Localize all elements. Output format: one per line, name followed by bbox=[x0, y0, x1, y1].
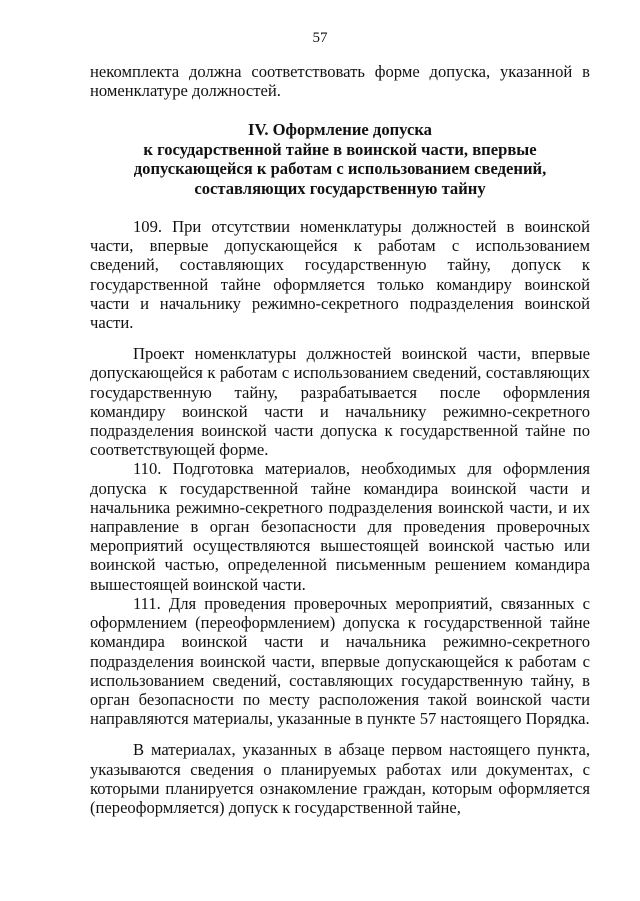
paragraph-111-materials: В материалах, указанных в абзаце первом настоящего пункта, указываются сведения о планируемых работах или документах, с которыми планируется ознакомление граждан, которым оформляется (переоформляется) допуск к государственной тайне, bbox=[90, 740, 590, 817]
section-heading bbox=[90, 120, 590, 198]
paragraph-110: 110. Подготовка материалов, необходимых для оформления допуска к государственной тайне командира воинской части и начальника режимно-секретного подразделения воинской части, и их направление в орган безопасности для проведения проверочных мероприятий осуществляются вышестоящей воинской частью или воинской частью, определенной письменным решением командира вышестоящей воинской части. bbox=[90, 459, 590, 594]
document-body bbox=[90, 62, 590, 817]
page-number: 57 bbox=[312, 30, 328, 46]
paragraph-111: 111. Для проведения проверочных мероприятий, связанных с оформлением (переоформлением) допуска к государственной тайне командира воинской части и начальника режимно-секретного подразделения воинской части, впервые допускающейся к работам с использованием сведений, составляющих государственную тайну, в орган безопасности по месту расположения такой воинской части направляются материалы, указанные в пункте 57 настоящего Порядка. bbox=[90, 593, 590, 729]
continuation-paragraph: некомплекта должна соответствовать форме допуска, указанной в номенклатуре должностей. bbox=[90, 62, 590, 101]
paragraph-109-project: Проект номенклатуры должностей воинской части, впервые допускающейся к работам с использованием сведений, составляющих государственную тайну, разрабатывается после оформления командиру воинской части и начальнику режимно-секретного подразделения воинской части допуска к государственной тайне по соответствующей форме. bbox=[90, 344, 590, 460]
section-heading-line-4: составляющих государственную тайну bbox=[194, 178, 486, 198]
section-heading-line-1: IV. Оформление допуска bbox=[248, 120, 432, 140]
section-heading-line-3: допускающейся к работам с использованием сведений, bbox=[133, 159, 547, 179]
paragraph-109: 109. При отсутствии номенклатуры должностей в воинской части, впервые допускающейся к работам с использованием сведений, составляющих государственную тайну, допуск к государственной тайне оформляется только командиру воинской части и начальнику режимно-секретного подразделения воинской части. bbox=[90, 217, 590, 333]
section-heading-line-2: к государственной тайне в воинской части, впервые bbox=[143, 139, 537, 159]
